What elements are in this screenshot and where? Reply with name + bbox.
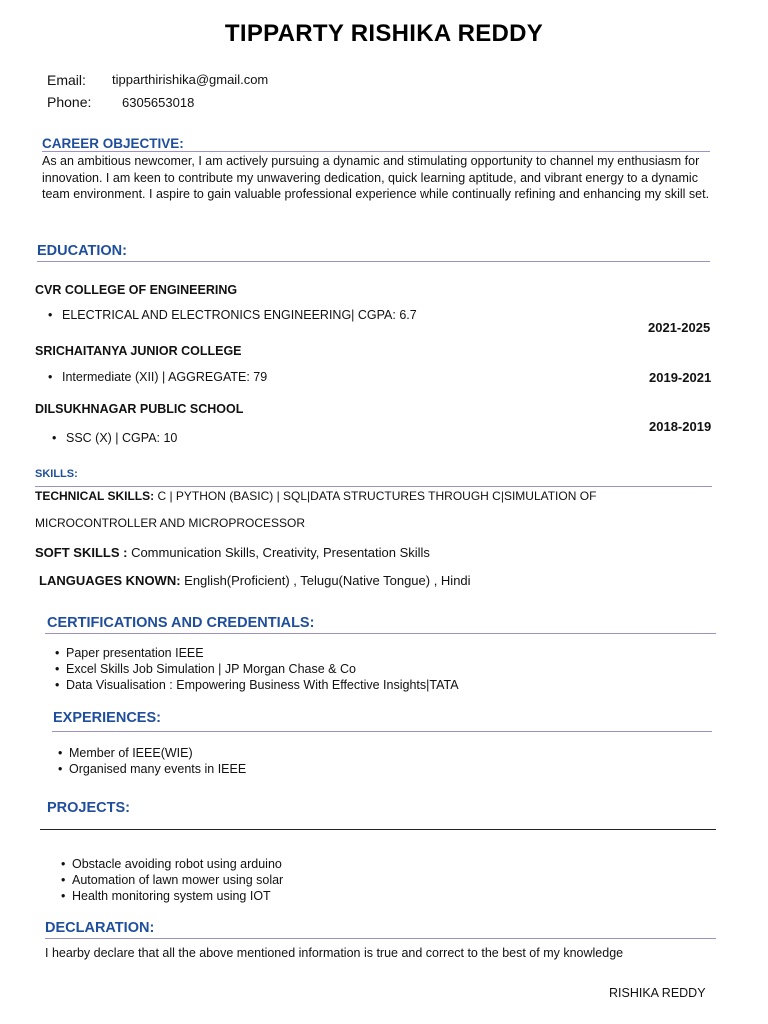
certifications-list xyxy=(55,645,459,693)
soft-skills-value: Communication Skills, Creativity, Presentation Skills xyxy=(127,545,430,560)
email-value: tipparthirishika@gmail.com xyxy=(112,72,269,87)
skills-heading: SKILLS: xyxy=(35,468,78,480)
education-detail: • Intermediate (XII) | AGGREGATE: 79 xyxy=(48,370,267,384)
education-years: 2018-2019 xyxy=(649,419,712,434)
technical-skills-label: TECHNICAL SKILLS: xyxy=(35,489,155,503)
education-heading: EDUCATION: xyxy=(37,243,127,259)
list-item: • Obstacle avoiding robot using arduino xyxy=(61,856,283,872)
list-item: • Health monitoring system using IOT xyxy=(61,888,283,904)
soft-skills-label: SOFT SKILLS : xyxy=(35,545,128,560)
technical-skills xyxy=(35,489,596,503)
institution-name: CVR COLLEGE OF ENGINEERING xyxy=(35,283,238,297)
languages-value: English(Proficient) , Telugu(Native Tongue) , Hindi xyxy=(180,573,471,588)
skills-rule xyxy=(35,486,712,487)
education-detail: • ELECTRICAL AND ELECTRONICS ENGINEERING| CGPA: 6.7 xyxy=(48,308,417,322)
education-years: 2019-2021 xyxy=(649,370,712,385)
projects-heading: PROJECTS: xyxy=(47,800,130,816)
career-rule xyxy=(42,151,710,152)
phone-label: Phone: xyxy=(47,94,92,110)
list-item: • Excel Skills Job Simulation | JP Morgan Chase & Co xyxy=(55,661,459,677)
list-item: • Automation of lawn mower using solar xyxy=(61,872,283,888)
projects-rule xyxy=(40,829,716,830)
list-item: • Member of IEEE(WIE) xyxy=(58,745,246,761)
list-item: • Data Visualisation : Empowering Business With Effective Insights|TATA xyxy=(55,677,459,693)
list-item: • Organised many events in IEEE xyxy=(58,761,246,777)
email-label: Email: xyxy=(47,72,86,88)
projects-list xyxy=(61,856,283,904)
signature-name: RISHIKA REDDY xyxy=(609,986,706,1000)
certifications-heading: CERTIFICATIONS AND CREDENTIALS: xyxy=(47,615,315,631)
candidate-name: TIPPARTY RISHIKA REDDY xyxy=(224,20,544,47)
declaration-text: I hearby declare that all the above mentioned information is true and correct to the best of my knowledge xyxy=(45,946,624,960)
list-item: • Paper presentation IEEE xyxy=(55,645,459,661)
languages-known xyxy=(39,573,471,588)
technical-skills-line2: MICROCONTROLLER AND MICROPROCESSOR xyxy=(35,516,306,530)
institution-name: SRICHAITANYA JUNIOR COLLEGE xyxy=(35,344,242,358)
declaration-rule xyxy=(45,938,716,939)
phone-value: 6305653018 xyxy=(122,95,195,110)
career-objective-heading: CAREER OBJECTIVE: xyxy=(42,136,184,151)
education-rule xyxy=(37,261,710,262)
experiences-rule xyxy=(52,731,712,732)
career-objective-text: As an ambitious newcomer, I am actively pursuing a dynamic and stimulating opportunity to channel my enthusiasm for innovation. I am keen to contribute my unwavering dedication, quick learning aptitude, and vibrant energy to a dynamic team environment. I aspire to gain valuable professional experience while continually refining and enhancing my skill set. xyxy=(42,154,710,201)
experiences-heading: EXPERIENCES: xyxy=(53,710,161,726)
education-years: 2021-2025 xyxy=(648,320,711,335)
experiences-list xyxy=(58,745,246,777)
soft-skills xyxy=(35,545,430,560)
institution-name: DILSUKHNAGAR PUBLIC SCHOOL xyxy=(35,402,244,416)
education-detail: • SSC (X) | CGPA: 10 xyxy=(52,431,177,445)
languages-label: LANGUAGES KNOWN: xyxy=(39,573,181,588)
certifications-rule xyxy=(45,633,716,634)
technical-skills-line1: C | PYTHON (BASIC) | SQL|DATA STRUCTURES THROUGH C|SIMULATION OF xyxy=(154,489,597,503)
declaration-heading: DECLARATION: xyxy=(45,920,155,936)
